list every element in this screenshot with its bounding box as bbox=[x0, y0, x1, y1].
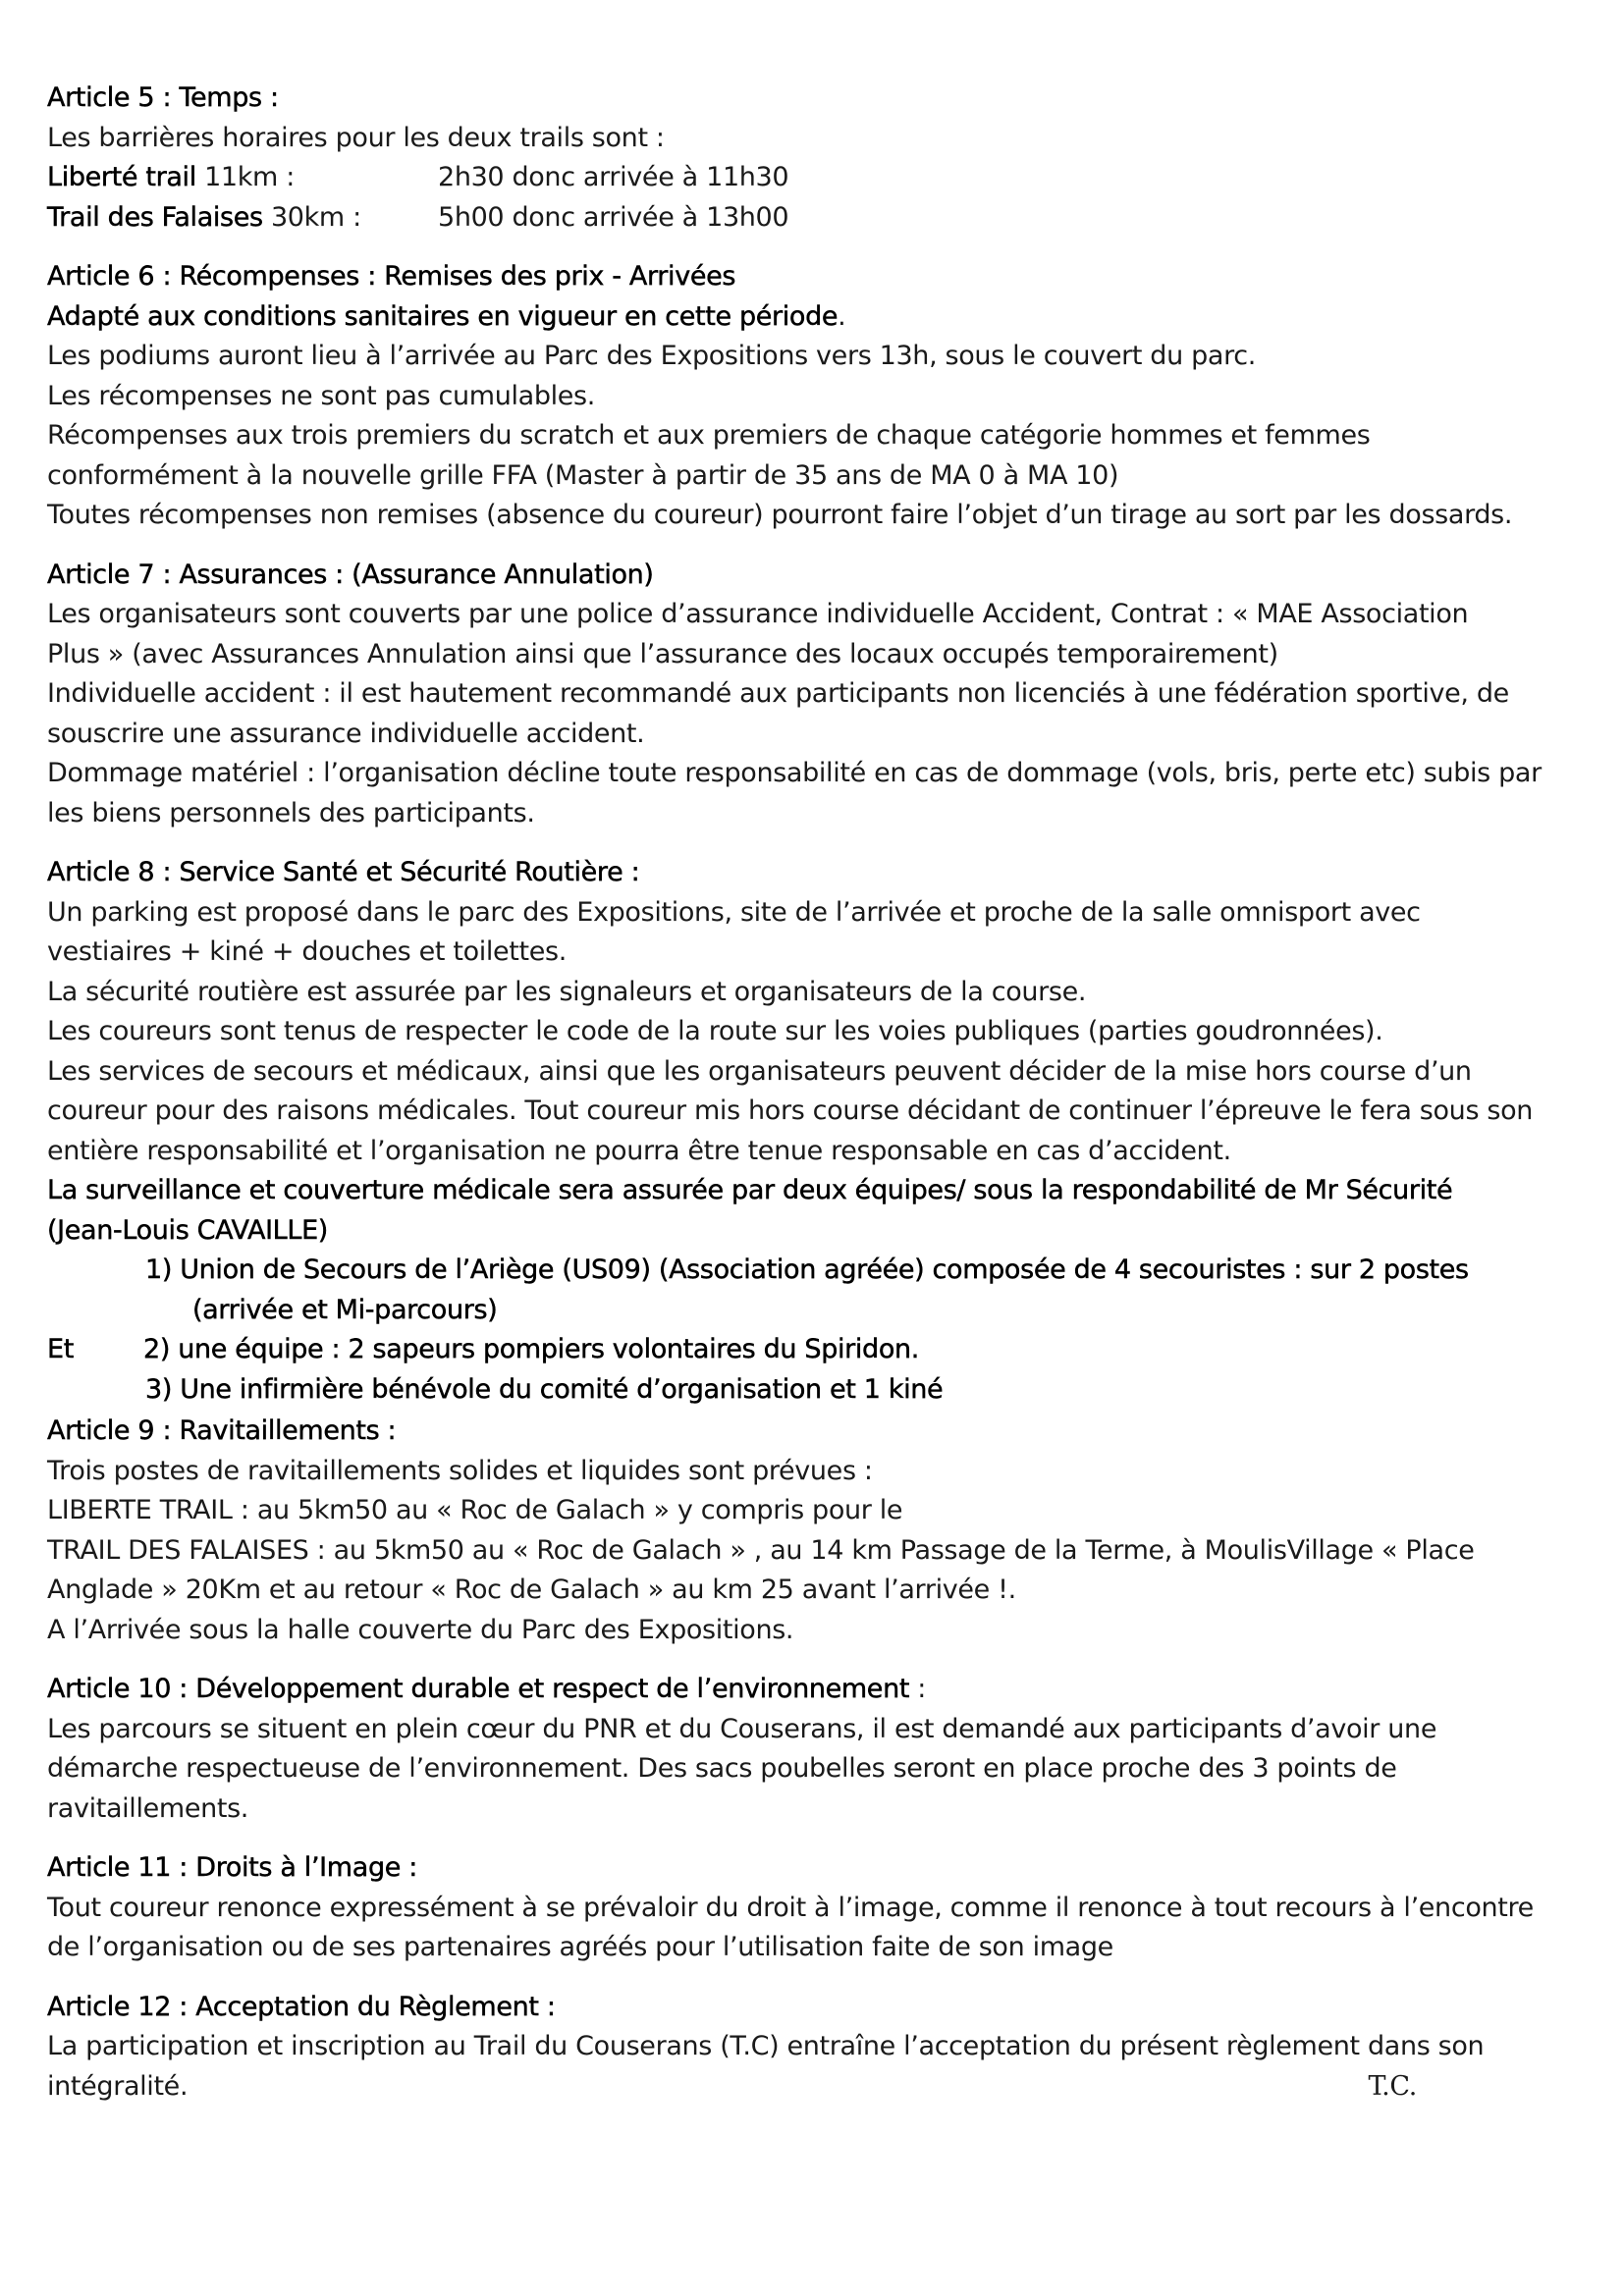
paragraph-line: TRAIL DES FALAISES : au 5km50 au « Roc de Galach » , au 14 km Passage de la Terme, à MoulisVillage « Place bbox=[47, 1534, 1475, 1566]
article-10-title bbox=[47, 1670, 1559, 1710]
signature: T.C. bbox=[1368, 2070, 1417, 2102]
paragraph-text: intégralité. bbox=[47, 2070, 189, 2102]
article-8 bbox=[47, 853, 1559, 1410]
paragraph-line: vestiaires + kiné + douches et toilettes. bbox=[47, 936, 567, 967]
article-9 bbox=[47, 1412, 1559, 1650]
article-6 bbox=[47, 257, 1559, 536]
paragraph-line: A l’Arrivée sous la halle couverte du Parc des Expositions. bbox=[47, 1614, 794, 1645]
article-5-title: Article 5 : Temps : bbox=[47, 82, 279, 113]
paragraph-line: les biens personnels des participants. bbox=[47, 797, 535, 828]
subtitle-text: Adapté aux conditions sanitaires en vigueur en cette période bbox=[47, 300, 839, 332]
paragraph-line: Tout coureur renonce expressément à se prévaloir du droit à l’image, comme il renonce à tout recours à l’encontre bbox=[47, 1892, 1534, 1923]
paragraph-line: Les récompenses ne sont pas cumulables. bbox=[47, 380, 595, 411]
paragraph-line: Dommage matériel : l’organisation décline toute responsabilité en cas de dommage (vols, bris, perte etc) subis par bbox=[47, 758, 1542, 788]
bold-paragraph-line: (Jean-Louis CAVAILLE) bbox=[47, 1214, 328, 1246]
paragraph-line: La participation et inscription au Trail du Couserans (T.C) entraîne l’acceptation du présent règlement dans son bbox=[47, 2031, 1485, 2061]
paragraph-line: ravitaillements. bbox=[47, 1792, 249, 1824]
paragraph-line: Les coureurs sont tenus de respecter le code de la route sur les voies publiques (parties goudronnées). bbox=[47, 1016, 1383, 1046]
article-7-title: Article 7 : Assurances : (Assurance Annulation) bbox=[47, 559, 654, 590]
paragraph-line: Anglade » 20Km et au retour « Roc de Galach » au km 25 avant l’arrivée !. bbox=[47, 1575, 1016, 1605]
list-item-1-continued: (arrivée et Mi-parcours) bbox=[192, 1294, 498, 1325]
paragraph-line: Récompenses aux trois premiers du scratch et aux premiers de chaque catégorie hommes et femmes bbox=[47, 420, 1371, 451]
document-page bbox=[47, 79, 1559, 2107]
paragraph-line-last bbox=[47, 2067, 1559, 2108]
paragraph-line: Les parcours se situent en plein cœur du PNR et du Couserans, il est demandé aux participants d’avoir une bbox=[47, 1713, 1437, 1744]
article-12-title: Article 12 : Acceptation du Règlement : bbox=[47, 1991, 556, 2022]
paragraph-line: Les podiums auront lieu à l’arrivée au Parc des Expositions vers 13h, sous le couvert du parc. bbox=[47, 341, 1256, 371]
list-item-1: 1) Union de Secours de l’Ariège (US09) (Association agréée) composée de 4 secouristes : sur 2 postes bbox=[145, 1255, 1469, 1285]
paragraph-line: Plus » (avec Assurances Annulation ainsi que l’assurance des locaux occupés temporairement) bbox=[47, 638, 1278, 669]
time-row-liberte bbox=[47, 158, 1559, 198]
paragraph-line: Les services de secours et médicaux, ainsi que les organisateurs peuvent décider de la mise hors course d’un bbox=[47, 1055, 1472, 1087]
subtitle-period: . bbox=[838, 300, 846, 332]
article-6-subtitle bbox=[47, 297, 1559, 338]
title-text: Article 10 : Développement durable et respect de l’environnement bbox=[47, 1674, 910, 1704]
paragraph-line: Toutes récompenses non remises (absence du coureur) pourront faire l’objet d’un tirage au sort par les dossards. bbox=[47, 500, 1513, 530]
article-9-title: Article 9 : Ravitaillements : bbox=[47, 1415, 397, 1446]
et-label: Et bbox=[47, 1334, 74, 1364]
article-8-title: Article 8 : Service Santé et Sécurité Routière : bbox=[47, 857, 640, 887]
row-label-rest: 30km : bbox=[262, 201, 361, 233]
paragraph-line: Un parking est proposé dans le parc des Expositions, site de l’arrivée et proche de la salle omnisport avec bbox=[47, 896, 1421, 928]
article-11 bbox=[47, 1848, 1559, 1968]
paragraph-line: Individuelle accident : il est hautement recommandé aux participants non licenciés à une fédération sportive, de bbox=[47, 678, 1509, 709]
list-item-2-text: 2) une équipe : 2 sapeurs pompiers volontaires du Spiridon. bbox=[143, 1334, 919, 1364]
row-value: 2h30 donc arrivée à 11h30 bbox=[438, 162, 789, 192]
article-6-title: Article 6 : Récompenses : Remises des prix - Arrivées bbox=[47, 261, 736, 292]
paragraph-line: Les barrières horaires pour les deux trails sont : bbox=[47, 122, 665, 153]
paragraph-line: conformément à la nouvelle grille FFA (Master à partir de 35 ans de MA 0 à MA 10) bbox=[47, 459, 1119, 491]
bold-paragraph-line: La surveillance et couverture médicale sera assurée par deux équipes/ sous la respondabilité de Mr Sécurité bbox=[47, 1175, 1453, 1205]
list-item-2 bbox=[47, 1330, 1559, 1370]
paragraph-line: de l’organisation ou de ses partenaires agréés pour l’utilisation faite de son image bbox=[47, 1932, 1113, 1962]
paragraph-line: démarche respectueuse de l’environnement. Des sacs poubelles seront en place proche des 3 points de bbox=[47, 1753, 1397, 1784]
list-item-3: 3) Une infirmière bénévole du comité d’organisation et 1 kiné bbox=[145, 1373, 944, 1405]
row-value: 5h00 donc arrivée à 13h00 bbox=[438, 201, 789, 233]
article-10 bbox=[47, 1670, 1559, 1829]
paragraph-line: Les organisateurs sont couverts par une police d’assurance individuelle Accident, Contrat : « MAE Association bbox=[47, 599, 1469, 629]
article-5 bbox=[47, 79, 1559, 238]
row-label-rest: 11km : bbox=[195, 162, 295, 192]
paragraph-line: LIBERTE TRAIL : au 5km50 au « Roc de Galach » y compris pour le bbox=[47, 1495, 903, 1525]
paragraph-line: entière responsabilité et l’organisation ne pourra être tenue responsable en cas d’accident. bbox=[47, 1135, 1231, 1166]
article-11-title: Article 11 : Droits à l’Image : bbox=[47, 1852, 417, 1883]
article-7 bbox=[47, 556, 1559, 834]
title-colon: : bbox=[909, 1674, 927, 1704]
article-12 bbox=[47, 1988, 1559, 2108]
paragraph-line: coureur pour des raisons médicales. Tout coureur mis hors course décidant de continuer l’épreuve le fera sous son bbox=[47, 1095, 1534, 1126]
paragraph-line: La sécurité routière est assurée par les signaleurs et organisateurs de la course. bbox=[47, 976, 1087, 1007]
time-row-falaises bbox=[47, 198, 1559, 239]
paragraph-line: souscrire une assurance individuelle accident. bbox=[47, 718, 645, 749]
row-label: Liberté trail bbox=[47, 162, 196, 192]
paragraph-line: Trois postes de ravitaillements solides et liquides sont prévues : bbox=[47, 1455, 873, 1486]
row-label: Trail des Falaises bbox=[47, 201, 263, 233]
